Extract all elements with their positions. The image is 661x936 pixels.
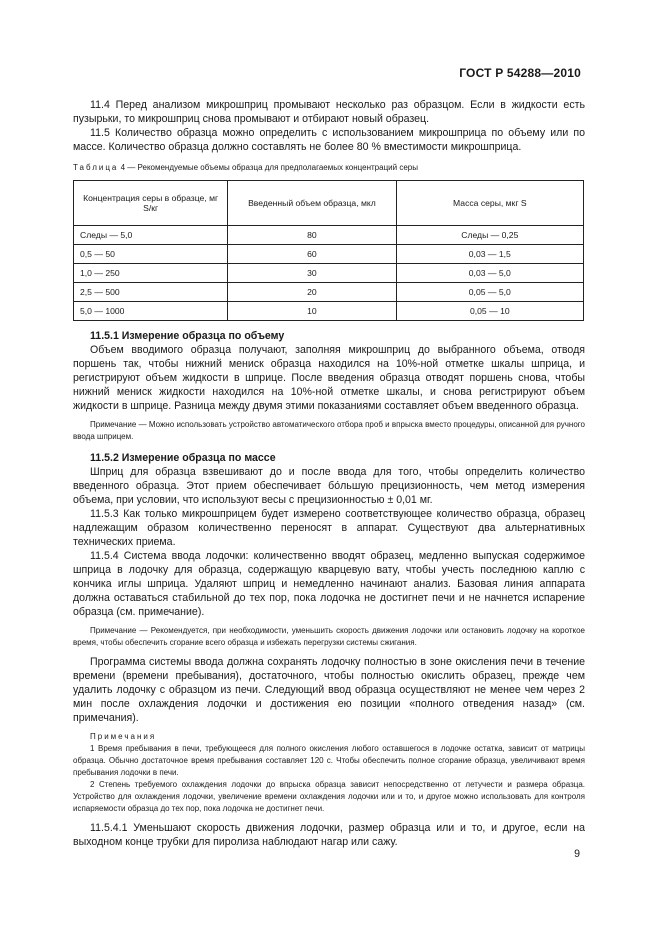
table-header-row — [74, 181, 584, 226]
table-cell: 30 — [228, 264, 396, 283]
table-cell: 0,05 — 5,0 — [396, 283, 583, 302]
paragraph-11-5-4-1: 11.5.4.1 Уменьшают скорость движения лодочки, размер образца или и то, и другое, если на выходном конце трубки для пиролиза наблюдают нагар или сажу. — [73, 822, 585, 848]
table-caption-label: Таблица — [73, 163, 119, 172]
table-caption — [73, 162, 585, 174]
column-header-volume: Введенный объем образца, мкл — [228, 181, 396, 226]
column-header-concentration: Концентрация серы в образце, мг S/кг — [74, 181, 228, 226]
note-1: 1 Время пребывания в печи, требующееся для полного окисления любого оставшегося в лодочке остатка, зависит от матрицы образца. Обычно достаточное время пребывания составляет 120 с. Чтобы обеспечить полное сгорание образца, увеличивают время пребывания лодочки в печи. — [73, 744, 585, 777]
table-cell: 5,0 — 1000 — [74, 302, 228, 321]
paragraph-11-4: 11.4 Перед анализом микрошприц промывают несколько раз образцом. Если в жидкости есть пузырьки, то микрошприц снова промывают и отбирают новый образец. — [73, 99, 585, 125]
table-cell: 10 — [228, 302, 396, 321]
section-heading-11-5-2: 11.5.2 Измерение образца по массе — [90, 452, 276, 464]
paragraph-11-5-1: Объем вводимого образца получают, заполняя микрошприц до выбранного объема, отводя поршень так, чтобы нижний мениск образца находился на 10%-ной отметке шкалы шприца, и регистрируют объем жидкости в шприце. После введения образца отводят поршень снова, чтобы нижний мениск жидкости находился на 10%-ной отметке шкалы, и снова регистрируют объем жидкости в шприце. Разница между двумя этими показаниями составляет объем введенного образца. — [73, 344, 585, 412]
note-11-5-1: Примечание — Можно использовать устройство автоматического отбора проб и впрыска вместо процедуры, описанной для ручного ввода шприцем. — [73, 420, 585, 441]
paragraph-11-5: 11.5 Количество образца можно определить с использованием микрошприца по объему или по массе. Количество образца должно составлять не более 80 % вместимости микрошприца. — [73, 127, 585, 153]
table-row — [74, 264, 584, 283]
table-cell: 0,03 — 5,0 — [396, 264, 583, 283]
table-row — [74, 283, 584, 302]
table-row — [74, 302, 584, 321]
table-row — [74, 245, 584, 264]
notes-heading: Примечания — [90, 732, 157, 741]
paragraph-program: Программа системы ввода должна сохранять лодочку полностью в зоне окисления печи в течение времени (времени пребывания), достаточного, чтобы полностью окислить образец, прежде чем удалить лодочку с образцом из печи. Следующий ввод образца осуществляют не менее чем через 2 мин после охлаждения лодочки и достижения ею позиции «полного отведения назад» (см. примечания). — [73, 656, 585, 724]
table-cell: Следы — 0,25 — [396, 226, 583, 245]
table-cell: 20 — [228, 283, 396, 302]
standard-code-header: ГОСТ Р 54288—2010 — [459, 66, 581, 80]
table-cell: Следы — 5,0 — [74, 226, 228, 245]
page-number: 9 — [574, 848, 580, 860]
table-cell: 2,5 — 500 — [74, 283, 228, 302]
table-cell: 0,05 — 10 — [396, 302, 583, 321]
table-cell: 80 — [228, 226, 396, 245]
note-2: 2 Степень требуемого охлаждения лодочки до впрыска образца зависит непосредственно от летучести и размера образца. Устройство для охлаждения лодочки, увеличение времени охлаждения лодочки или и то, и другое можно использовать для контроля испаряемости образца до тех пор, пока лодочка не достигнет печи. — [73, 780, 585, 813]
sulfur-volume-table — [73, 180, 584, 321]
table-caption-text: 4 — Рекомендуемые объемы образца для предполагаемых концентраций серы — [120, 163, 418, 172]
table-cell: 0,5 — 50 — [74, 245, 228, 264]
note-11-5-4: Примечание — Рекомендуется, при необходимости, уменьшить скорость движения лодочки или остановить лодочку на короткое время, чтобы обеспечить сгорание всего образца и избежать перегрузки системы сжигания. — [73, 626, 585, 647]
table-cell: 0,03 — 1,5 — [396, 245, 583, 264]
paragraph-11-5-4: 11.5.4 Система ввода лодочки: количественно вводят образец, медленно выпуская содержимое шприца в лодочку для образца, содержащую кварцевую вату, чтобы учесть последнюю каплю с кончика иглы шприца. Удаляют шприц и немедленно начинают анализ. Базовая линия аппарата должна оставаться стабильной до тех пор, пока лодочка не достигнет печи и не начнется испарение образца (см. примечание). — [73, 550, 585, 618]
table-cell: 60 — [228, 245, 396, 264]
paragraph-11-5-2: Шприц для образца взвешивают до и после ввода для того, чтобы определить количество введенного образца. Этот прием обеспечивает бо́льшую прецизионность, чем метод измерения объема, при условии, что используют весы с прецизионностью ± 0,01 мг. — [73, 466, 585, 506]
table-row — [74, 226, 584, 245]
column-header-mass: Масса серы, мкг S — [396, 181, 583, 226]
section-heading-11-5-1: 11.5.1 Измерение образца по объему — [90, 330, 285, 342]
paragraph-11-5-3: 11.5.3 Как только микрошприцем будет измерено соответствующее количество образца, образец надлежащим образом количественно переносят в аппарат. Существуют два альтернативных технических приема. — [73, 508, 585, 548]
page-content — [73, 98, 585, 849]
table-cell: 1,0 — 250 — [74, 264, 228, 283]
